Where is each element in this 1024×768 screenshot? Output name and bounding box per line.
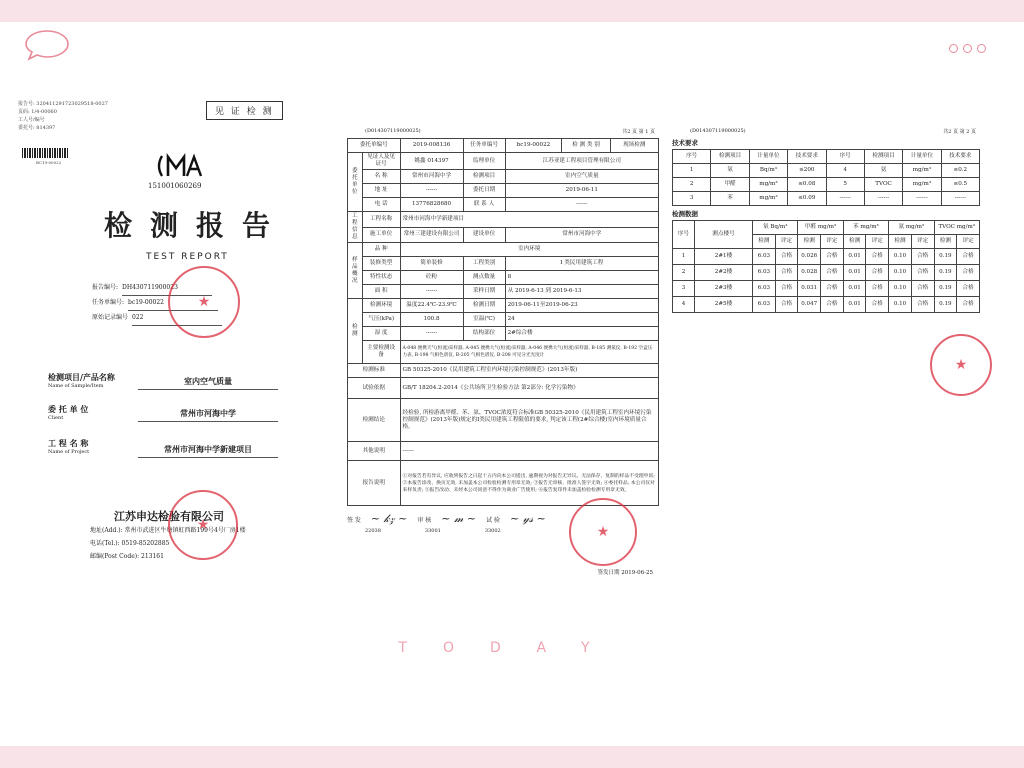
table-cell: 0.10 [889, 265, 912, 281]
table-cell: 室内环境 [400, 243, 658, 257]
report-no-value: DH430711900023 [122, 281, 212, 296]
table-cell: 6.03 [753, 249, 776, 265]
table-cell: ≤200 [788, 164, 826, 178]
table-cell: 常州三建建设有限公司 [400, 227, 463, 243]
tester-signature: ~ 𝓎𝓈 ~ [510, 512, 546, 525]
table-cell: 施工单位 [362, 227, 400, 243]
table-row [348, 227, 659, 243]
table-cell: 序号 [673, 221, 695, 249]
table-row [348, 271, 659, 285]
table-cell: 计量单位 [903, 150, 941, 164]
table-cell: 评定 [775, 235, 798, 249]
table-cell: 氡 [711, 164, 749, 178]
table-cell: GB/T 18204.2-2014《公共场所卫生检验方法 第2部分: 化学污染物》 [400, 378, 658, 399]
table-cell: 2 [673, 265, 695, 281]
reviewer-label: 审 核 [417, 516, 432, 524]
table-cell: GB 50325-2010《民用建筑工程室内环境污染控制规范》(2013年版) [400, 364, 658, 378]
table-cell: TVOC [864, 178, 902, 192]
table-row [348, 341, 659, 364]
table-cell: 委托单编号 [348, 139, 401, 153]
circle-icon [949, 44, 958, 53]
table-cell: 见证人及见证号 [362, 153, 400, 170]
table-cell: 检测日期 [463, 299, 505, 313]
barcode [22, 148, 68, 158]
table-cell: bc19-00022 [505, 139, 562, 153]
table-cell: 经检验, 所检游离甲醛、苯、氨、TVOC浓度符合标准GB 50325-2010《民用建筑工程室内环境污染控制规范》(2013年版)规定的I类民用建筑工程限值的要求, 判定该工程(2#综合楼)室内环境质量合格。 [400, 399, 658, 442]
table-cell: 主要检测设备 [362, 341, 400, 364]
page-header [365, 128, 655, 135]
record-no-label: 原始记录编号 [92, 314, 129, 321]
table-row [348, 198, 659, 212]
table-row [348, 153, 659, 170]
table-cell: 序号 [826, 150, 864, 164]
table-cell: 2#综合楼 [505, 327, 658, 341]
table-cell: 装修类型 [362, 257, 400, 271]
table-cell: ------ [941, 192, 979, 206]
table-cell: ≤0.08 [788, 178, 826, 192]
field-label-cn: 检测项目/产品名称 [48, 372, 115, 382]
table-cell: 5 [826, 178, 864, 192]
table-cell: 地 址 [362, 184, 400, 198]
table-cell: I 类民用建筑工程 [505, 257, 658, 271]
table-cell: 13776828680 [400, 198, 463, 212]
table-cell: 检测环境 [362, 299, 400, 313]
cma-logo-icon [154, 152, 204, 180]
table-cell: 0.01 [843, 297, 866, 313]
table-cell: 2019-008136 [400, 139, 463, 153]
table-cell: 1 [673, 164, 711, 178]
table-cell: 检测 [753, 235, 776, 249]
company-seal-stamp [168, 490, 238, 560]
table-row [673, 192, 980, 206]
table-cell: 评定 [821, 235, 844, 249]
table-cell: 氡 Bq/m³ [753, 221, 798, 235]
table-cell: 联 系 人 [463, 198, 505, 212]
sign-code: 22038 [365, 528, 381, 534]
top-info-line: 委托号: 814397 [18, 125, 56, 131]
table-cell: 评定 [866, 235, 889, 249]
reviewer-signature: ~ 𝓂 ~ [441, 512, 477, 525]
table-cell: 现场检测 [610, 139, 658, 153]
table-header-row [673, 221, 980, 235]
table-cell: 样品概况 [348, 243, 363, 299]
issuer-signature: ~ 𝓀𝓏 ~ [370, 512, 408, 525]
tech-requirements-table [672, 149, 980, 206]
table-cell: 合格 [866, 281, 889, 297]
table-cell: 建设单位 [463, 227, 505, 243]
report-subtitle: TEST REPORT [146, 252, 229, 262]
page2-seal-stamp [930, 334, 992, 396]
table-cell: 特性状态 [362, 271, 400, 285]
table-cell: 常州市河海中学 [505, 227, 658, 243]
table-cell: 6.03 [753, 281, 776, 297]
table-cell: 试验依据 [348, 378, 401, 399]
table-cell: 江苏亚建工程项目管理有限公司 [505, 153, 658, 170]
table-row [673, 297, 980, 313]
field-label-en: Client [48, 415, 64, 421]
table-cell: 检测 [798, 235, 821, 249]
table-row [348, 299, 659, 313]
table-row [673, 281, 980, 297]
task-no-label: 任务单编号: [92, 299, 125, 306]
table-cell: 工程信息 [348, 212, 363, 243]
table-cell: 检测标准 [348, 364, 401, 378]
table-cell: 0.031 [798, 281, 821, 297]
table-cell: 常州市河海中学 [400, 170, 463, 184]
table-cell: ------ [400, 184, 463, 198]
table-cell: 合格 [911, 297, 934, 313]
table-header-row [673, 150, 980, 164]
task-no-value: bc19-00022 [128, 296, 218, 311]
table-row [673, 265, 980, 281]
table-cell: 0.026 [798, 249, 821, 265]
table-cell: 1 [673, 249, 695, 265]
table-cell: 砼粉 [400, 271, 463, 285]
table-cell: 氨 mg/m³ [889, 221, 934, 235]
table-cell: 0.01 [843, 281, 866, 297]
table-row [348, 378, 659, 399]
table-cell: ------ [826, 192, 864, 206]
table-cell: 报告说明 [348, 461, 401, 506]
table-cell: 合格 [775, 297, 798, 313]
tester-label: 试 验 [486, 516, 500, 524]
circle-icon [963, 44, 972, 53]
report-page-1 [347, 128, 659, 580]
page-header [690, 128, 976, 135]
top-info-line: 工人号/编号 [18, 117, 45, 123]
table-cell: 常州市河海中学新建项目 [400, 212, 658, 228]
report-cover-page [18, 100, 320, 600]
table-cell: 简单装修 [400, 257, 463, 271]
table-cell: 0.028 [798, 265, 821, 281]
table-cell: ------ [400, 327, 463, 341]
witness-test-label: 见 证 检 测 [206, 101, 283, 120]
page-report-no: (D014307119000025) [690, 128, 746, 134]
issuer-label: 签 发 [347, 516, 361, 524]
project-label [48, 438, 89, 455]
table-cell: 测点数量 [463, 271, 505, 285]
footer-today-text: TODAY [398, 640, 626, 656]
sample-value: 室内空气质量 [138, 376, 278, 390]
table-cell: 委托日期 [463, 184, 505, 198]
table-cell: 工程名称 [362, 212, 400, 228]
page-number: 共2 页 第 1 页 [622, 129, 655, 135]
table-cell: mg/m³ [749, 178, 787, 192]
table-row [348, 139, 659, 153]
table-cell: 评定 [911, 235, 934, 249]
table-cell: mg/m³ [903, 164, 941, 178]
table-cell: 工程类别 [463, 257, 505, 271]
table-cell: 室内空气质量 [505, 170, 658, 184]
table-cell: 0.10 [889, 297, 912, 313]
table-cell: 检测项目 [864, 150, 902, 164]
table-cell: 合格 [866, 297, 889, 313]
table-cell: 合格 [821, 249, 844, 265]
sign-code: 33001 [424, 528, 441, 534]
company-address: 地址(Add.): 常州市武进区牛塘镇虹西路199号4号厂房1楼 [90, 527, 246, 534]
table-row [673, 164, 980, 178]
table-cell: ------ [400, 442, 658, 461]
table-cell: 结构部位 [463, 327, 505, 341]
top-info-line: 报告号: 320411291723029518-0027 [18, 101, 108, 107]
table-cell: 合格 [911, 265, 934, 281]
test-data-title: 检测数据 [672, 210, 698, 218]
table-cell: 0.19 [934, 265, 957, 281]
table-row [673, 178, 980, 192]
table-cell: 甲醛 [711, 178, 749, 192]
table-cell: 24 [505, 313, 658, 327]
report-title: 检测报告 [104, 209, 289, 242]
sign-code: 33002 [484, 528, 501, 534]
table-cell: 合格 [821, 297, 844, 313]
table-cell: 0.10 [889, 281, 912, 297]
table-cell: 合格 [911, 281, 934, 297]
table-cell: 检测结论 [348, 399, 401, 442]
report-no-label: 报告编号: [92, 284, 119, 291]
table-cell: ≤0.5 [941, 178, 979, 192]
table-cell: 监理单位 [463, 153, 505, 170]
table-cell: 2 [673, 178, 711, 192]
table-row [348, 170, 659, 184]
table-cell: 技术要求 [788, 150, 826, 164]
table-cell: 2019-06-11 [505, 184, 658, 198]
table-cell: Bq/m³ [749, 164, 787, 178]
top-info-line: 页码: 1/4-00060 [18, 109, 57, 115]
table-cell: 0.047 [798, 297, 821, 313]
table-row [348, 364, 659, 378]
table-cell: 任务单编号 [463, 139, 505, 153]
field-label-en: Name of Sample/Item [48, 383, 104, 389]
table-cell: 从 2019-6-13 到 2019-6-13 [505, 285, 658, 299]
table-cell: 室温(℃) [463, 313, 505, 327]
table-cell: 合格 [821, 265, 844, 281]
table-cell: 检测项目 [711, 150, 749, 164]
test-data-table [672, 220, 980, 313]
table-cell: 测点楼号 [695, 221, 753, 249]
table-cell: 其他说明 [348, 442, 401, 461]
project-value: 常州市河海中学新建项目 [138, 444, 278, 458]
table-cell: 检测 [843, 235, 866, 249]
table-cell: 序号 [673, 150, 711, 164]
company-postcode: 邮编(Post Code): 213161 [90, 553, 164, 560]
cma-number: 151001060269 [148, 182, 202, 190]
table-cell: 2#3楼 [695, 281, 753, 297]
table-cell: 检 测 类 别 [562, 139, 610, 153]
table-cell: 6.03 [753, 297, 776, 313]
table-cell: 检测 [934, 235, 957, 249]
table-cell: 4 [673, 297, 695, 313]
table-cell: 评定 [957, 235, 980, 249]
table-row [348, 285, 659, 299]
speech-bubble-icon [24, 28, 70, 62]
table-row [348, 313, 659, 327]
table-cell: 苯 [711, 192, 749, 206]
table-cell: 湿 度 [362, 327, 400, 341]
table-cell: 0.10 [889, 249, 912, 265]
table-cell: 品 种 [362, 243, 400, 257]
issue-date: 签发日期 2019-06-25 [597, 570, 653, 576]
table-cell: 2#5楼 [695, 297, 753, 313]
client-value: 常州市河海中学 [138, 408, 278, 422]
table-cell: 3 [673, 281, 695, 297]
table-row [348, 212, 659, 228]
table-cell: 合格 [957, 249, 980, 265]
table-cell: 合格 [775, 265, 798, 281]
page-report-no: (D014307119000025) [365, 128, 421, 134]
inspection-seal-stamp [168, 266, 240, 338]
table-cell: 氨 [864, 164, 902, 178]
table-cell: 合格 [866, 249, 889, 265]
table-cell: 合格 [957, 297, 980, 313]
table-cell: 合格 [775, 281, 798, 297]
page-number: 共2 页 第 2 页 [943, 129, 976, 135]
table-row [348, 327, 659, 341]
report-page-2 [672, 128, 980, 328]
table-cell: 计量单位 [749, 150, 787, 164]
table-cell: ------ [400, 285, 463, 299]
table-row [348, 184, 659, 198]
table-cell: 0.19 [934, 297, 957, 313]
table-cell: 姚鑫 014397 [400, 153, 463, 170]
field-label-en: Name of Project [48, 449, 90, 455]
table-row [348, 399, 659, 442]
table-cell: 8 [505, 271, 658, 285]
table-cell: 检测项目 [463, 170, 505, 184]
table-cell: mg/m³ [749, 192, 787, 206]
report-seal-stamp [569, 498, 637, 566]
table-cell: 气压(kPa) [362, 313, 400, 327]
table-row [673, 249, 980, 265]
table-cell: 4 [826, 164, 864, 178]
table-cell: 3 [673, 192, 711, 206]
table-row [348, 243, 659, 257]
tech-requirements-title: 技术要求 [672, 139, 698, 147]
table-cell: 合格 [775, 249, 798, 265]
table-cell: 名 称 [362, 170, 400, 184]
table-cell: 合格 [866, 265, 889, 281]
table-cell: ①对报告若有异议, 应收到报告之日起十五内向本公司提出, 逾期视为对报告无异议。无法保存、复制的样品不受理申诉; ②本报告涂改、换页无效, 未加盖本公司检验检测专用章无效; ③报告无审核、批准人签字无效; ④委托样品, 本公司仅对来样负责; ⑤报告改动、未经本公司同意不得作为商业广告使用; ⑥报告复印件未加盖检验检测专用章无效。 [400, 461, 658, 506]
table-cell: 合格 [957, 265, 980, 281]
table-cell: TVOC mg/m³ [934, 221, 980, 235]
table-cell: 检测 [348, 299, 363, 364]
table-cell: ------ [505, 198, 658, 212]
table-cell: 温度22.4℃-23.9℃ [400, 299, 463, 313]
cover-top-info [18, 100, 108, 132]
table-cell: 合格 [911, 249, 934, 265]
table-cell: 苯 mg/m³ [843, 221, 888, 235]
table-cell: 技术要求 [941, 150, 979, 164]
table-cell: 0.01 [843, 249, 866, 265]
table-cell: 2#1楼 [695, 249, 753, 265]
table-cell: 2019-06-11至2019-06-23 [505, 299, 658, 313]
table-cell: 100.8 [400, 313, 463, 327]
table-cell: ------ [864, 192, 902, 206]
table-cell: 0.19 [934, 281, 957, 297]
sample-label [48, 372, 115, 389]
table-cell: 0.01 [843, 265, 866, 281]
table-cell: 甲醛 mg/m³ [798, 221, 843, 235]
circle-icon [977, 44, 986, 53]
table-cell: 合格 [821, 281, 844, 297]
table-row [348, 442, 659, 461]
table-cell: ------ [903, 192, 941, 206]
table-cell: 合格 [957, 281, 980, 297]
table-cell: 面 积 [362, 285, 400, 299]
table-cell: 2#2楼 [695, 265, 753, 281]
field-label-cn: 委 托 单 位 [48, 404, 89, 414]
company-tel: 电话(Tel.): 0519-85202885 [90, 540, 170, 547]
table-cell: mg/m³ [903, 178, 941, 192]
table-cell: 6.03 [753, 265, 776, 281]
field-label-cn: 工 程 名 称 [48, 438, 89, 448]
table-cell: 检测 [889, 235, 912, 249]
table-cell: 委托单位 [348, 153, 363, 212]
table-cell: ≤0.09 [788, 192, 826, 206]
barcode-number: BC19-00022 [36, 160, 62, 165]
company-name: 江苏申达检验有限公司 [114, 510, 224, 523]
table-cell: 采样日期 [463, 285, 505, 299]
table-cell: 0.19 [934, 249, 957, 265]
table-cell: ≤0.2 [941, 164, 979, 178]
report-info-table [347, 138, 659, 506]
table-cell: A-048 便携天气(恒流)采样器, A-045 便携大气(恒流)采样器, A-046 便携大气(恒流)采样器, B-185 测氡仪, B-192 空盒压力表, B-198 气相色谱仪, B-205 气相色谱仪, B-208 可见分光光度计 [400, 341, 658, 364]
table-row [348, 257, 659, 271]
record-no-value: 022 [132, 311, 222, 326]
table-cell: 电 话 [362, 198, 400, 212]
client-label [48, 404, 88, 421]
three-circles-icon [949, 44, 986, 53]
